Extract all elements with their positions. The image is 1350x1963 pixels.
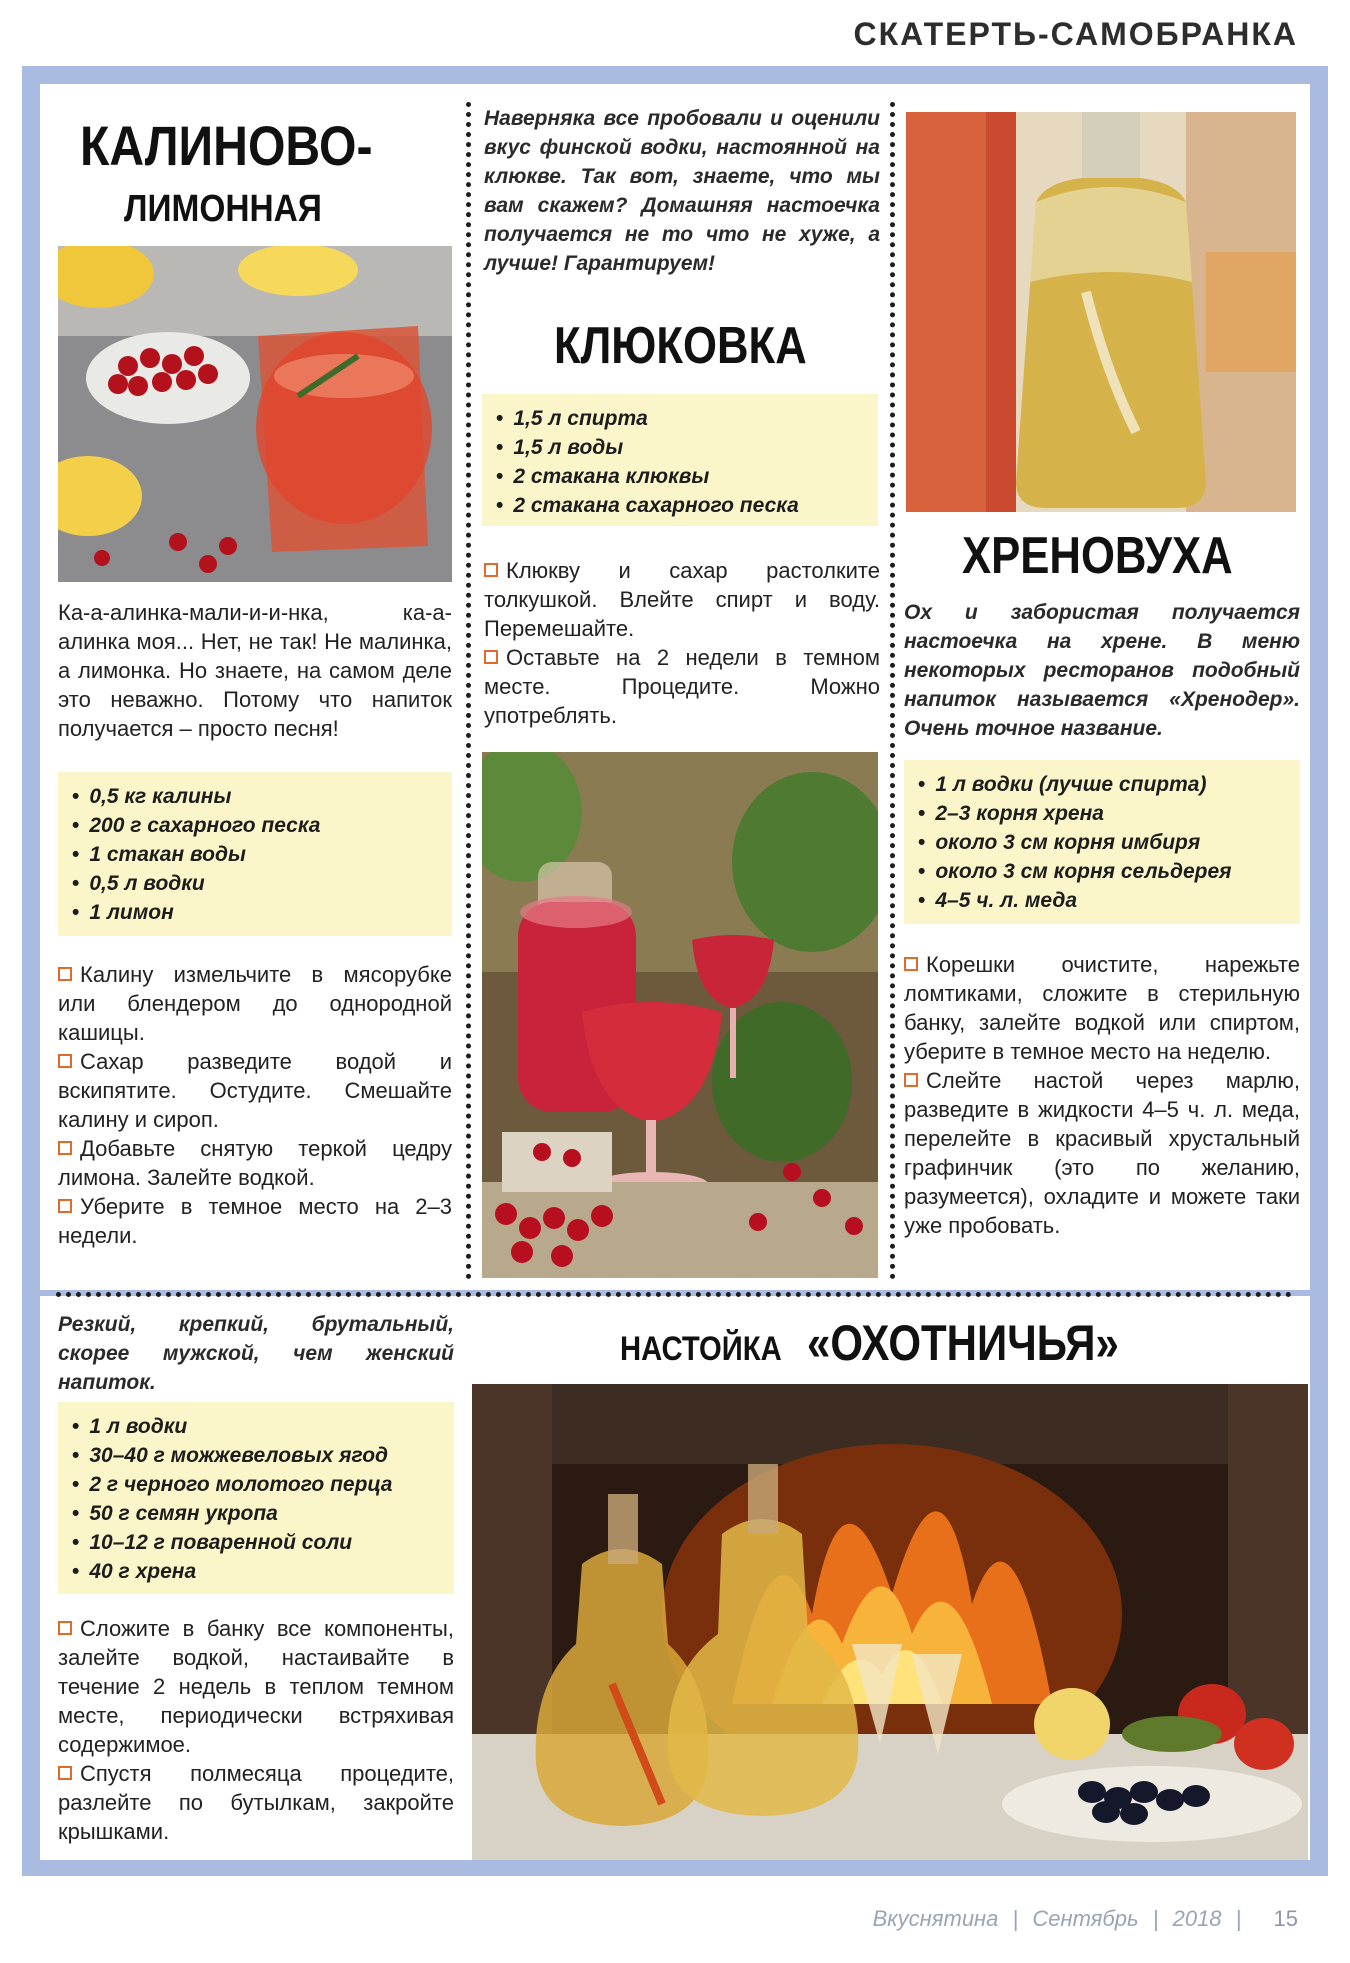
klyukovka-panel: [468, 84, 892, 1290]
step-item: Сахар разведите водой и вскипятите. Остудите. Смешайте калину и сироп.: [58, 1049, 452, 1132]
ingredient-item: • 1 лимон: [72, 898, 440, 927]
footer-year: 2018: [1172, 1906, 1222, 1931]
okhotnichya-ingredients: [58, 1402, 454, 1594]
square-bullet-icon: [58, 1054, 72, 1068]
ingredient-item: • 200 г сахарного песка: [72, 811, 440, 840]
khrenovukha-steps: [904, 950, 1300, 1240]
ingredient-item: • 0,5 кг калины: [72, 782, 440, 811]
ingredient-item: • 50 г семян укропа: [72, 1499, 442, 1528]
kalina-steps: [58, 960, 452, 1250]
page-header: [0, 0, 1350, 68]
step-item: Корешки очистите, нарежьте ломтиками, сложите в стерильную банку, залейте водкой или спиртом, уберите в темное место на неделю.: [904, 952, 1300, 1064]
klyukovka-steps: [484, 556, 880, 730]
section-title: СКАТЕРТЬ-САМОБРАНКА: [853, 16, 1298, 52]
ingredient-item: • около 3 см корня имбиря: [918, 828, 1288, 857]
kalina-title-line-2: ЛИМОННАЯ: [124, 188, 322, 230]
ingredient-item: • 1 стакан воды: [72, 840, 440, 869]
ingredient-item: • 1,5 л спирта: [496, 404, 866, 433]
ingredient-item: • 2 стакана клюквы: [496, 462, 866, 491]
klyukovka-ingredients: [482, 394, 878, 526]
page-footer: Вкуснятина | Сентябрь | 2018 | 15: [872, 1906, 1298, 1931]
step-item: Калину измельчите в мясорубке или блендером до однородной кашицы.: [58, 962, 452, 1045]
square-bullet-icon: [58, 1621, 72, 1635]
ingredient-item: • около 3 см корня сельдерея: [918, 857, 1288, 886]
kalina-panel: [40, 84, 468, 1290]
page-frame: [22, 66, 1328, 1876]
ingredient-item: • 1,5 л воды: [496, 433, 866, 462]
step-item: Добавьте снятую теркой цедру лимона. Залейте водкой.: [58, 1136, 452, 1190]
ingredient-item: • 40 г хрена: [72, 1557, 442, 1586]
khrenovukha-title: ХРЕНОВУХА: [962, 527, 1233, 585]
ingredient-item: • 4–5 ч. л. меда: [918, 886, 1288, 915]
kalina-ingredients: [58, 772, 452, 936]
okhotnichya-intro: Резкий, крепкий, брутальный, скорее мужской, чем женский напиток.: [58, 1313, 454, 1394]
okhotnichya-steps: [58, 1614, 454, 1846]
ingredient-item: • 2 г черного молотого перца: [72, 1470, 442, 1499]
khrenovukha-panel: [892, 84, 1310, 1290]
okhotnichya-title-prefix: НАСТОЙКА: [620, 1330, 782, 1368]
ingredient-item: • 1 л водки: [72, 1412, 442, 1441]
column-divider: [890, 102, 895, 1280]
kalina-photo: [58, 246, 452, 582]
kalina-intro: Ка-а-алинка-мали-и-и-нка, ка-а-алинка моя... Нет, не так! Не малинка, а лимонка. Но знаете, на самом деле это неважно. Потому что напиток получается – просто песня!: [58, 600, 452, 741]
ingredient-item: • 10–12 г поваренной соли: [72, 1528, 442, 1557]
footer-magazine: Вкуснятина: [872, 1906, 999, 1931]
square-bullet-icon: [904, 1073, 918, 1087]
step-item: Сложите в банку все компоненты, залейте водкой, настаивайте в течение 2 недель в теплом темном месте, периодически встряхивая содержимое.: [58, 1616, 454, 1757]
step-item: Оставьте на 2 недели в темном месте. Процедите. Можно употреблять.: [484, 645, 880, 728]
column-divider: [466, 102, 471, 1280]
square-bullet-icon: [58, 1141, 72, 1155]
okhotnichya-photo: [472, 1384, 1308, 1860]
step-item: Слейте настой через марлю, разведите в жидкости 4–5 ч. л. меда, перелейте в красивый хрустальный графинчик (это по желанию, разумеется), охладите и можете таки уже пробовать.: [904, 1068, 1300, 1238]
okhotnichya-title-main: «ОХОТНИЧЬЯ»: [806, 1315, 1119, 1371]
footer-month: Сентябрь: [1032, 1906, 1139, 1931]
klyukovka-photo: [482, 752, 878, 1278]
square-bullet-icon: [484, 650, 498, 664]
square-bullet-icon: [484, 563, 498, 577]
ingredient-item: • 2 стакана сахарного песка: [496, 491, 866, 520]
ingredient-item: • 0,5 л водки: [72, 869, 440, 898]
ingredient-item: • 2–3 корня хрена: [918, 799, 1288, 828]
square-bullet-icon: [58, 1199, 72, 1213]
kalina-title-line-1: КАЛИНОВО-: [80, 114, 373, 177]
page-number: 15: [1273, 1906, 1298, 1931]
okhotnichya-title: [620, 1315, 1178, 1371]
square-bullet-icon: [58, 967, 72, 981]
okhotnichya-panel: [40, 1296, 1310, 1860]
klyukovka-title: КЛЮКОВКА: [554, 317, 807, 375]
step-item: Уберите в темное место на 2–3 недели.: [58, 1194, 452, 1248]
khrenovukha-photo: [906, 112, 1296, 512]
ingredient-item: • 1 л водки (лучше спирта): [918, 770, 1288, 799]
khrenovukha-intro: Ох и забористая получается настоечка на хрене. В меню некоторых ресторанов подобный напиток называется «Хренодер». Очень точное название.: [904, 601, 1300, 740]
khrenovukha-ingredients: [904, 760, 1300, 924]
step-item: Спустя полмесяца процедите, разлейте по бутылкам, закройте крышками.: [58, 1761, 454, 1844]
ingredient-item: • 30–40 г можжевеловых ягод: [72, 1441, 442, 1470]
square-bullet-icon: [904, 957, 918, 971]
row-divider: [56, 1292, 1292, 1297]
step-item: Клюкву и сахар растолките толкушкой. Влейте спирт и воду. Перемешайте.: [484, 558, 880, 641]
klyukovka-intro: Наверняка все пробовали и оценили вкус финской водки, настоянной на клюкве. Так вот, знаете, что мы вам скажем? Домашняя настоечка получается не то что не хуже, а лучше! Гарантируем!: [484, 107, 880, 275]
square-bullet-icon: [58, 1766, 72, 1780]
